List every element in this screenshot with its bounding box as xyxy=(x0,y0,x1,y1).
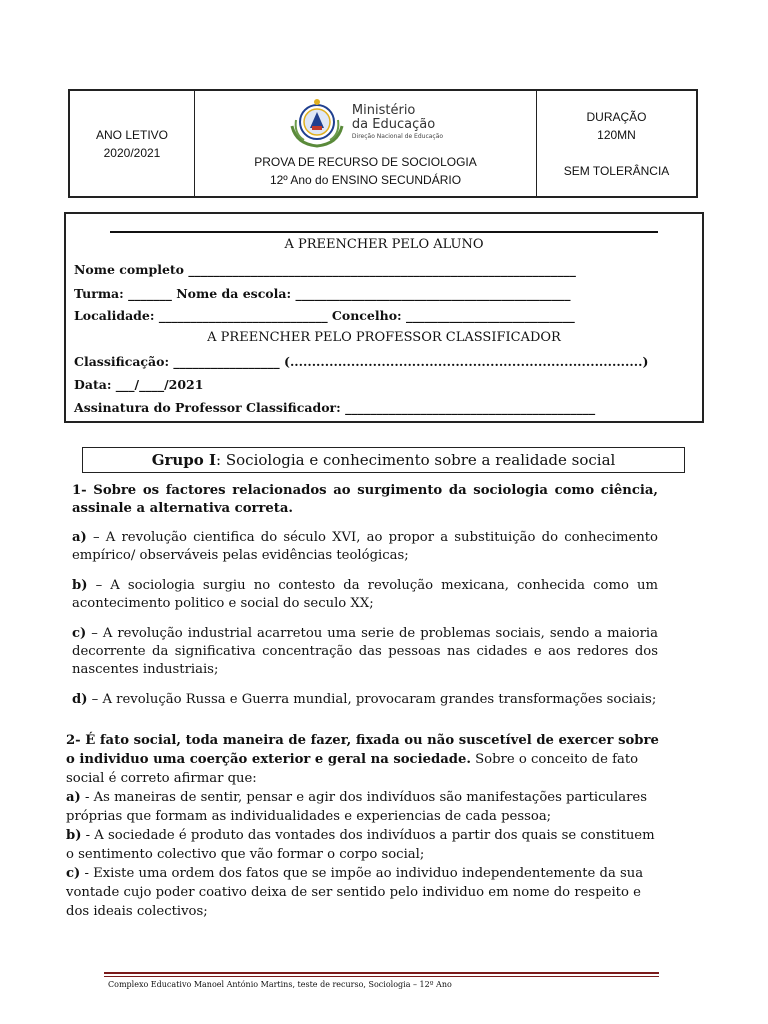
question-1-option-c[interactable] xyxy=(72,625,658,679)
ministry-line-2: da Educação xyxy=(351,116,436,132)
option-label: a) xyxy=(66,790,81,805)
page-footer: Complexo Educativo Manoel António Martins, teste de recurso, Sociologia – 12º Ano xyxy=(108,980,452,989)
grade-field[interactable]: Classificação: _________________ (.................................................................................) xyxy=(74,354,649,369)
option-text: – A sociologia surgiu no contesto da revolução mexicana, conhecida como um acontecimento politico e social do seculo XX; xyxy=(72,578,658,611)
question-2-option-b[interactable] xyxy=(66,826,660,864)
exam-level: 12º Ano do ENSINO SECUNDÁRIO xyxy=(269,173,462,187)
question-1-option-b[interactable] xyxy=(72,577,658,613)
ministry-logo xyxy=(288,95,443,149)
question-1 xyxy=(72,482,658,518)
student-section-heading: A PREENCHER PELO ALUNO xyxy=(284,237,484,252)
question-1-option-a[interactable] xyxy=(72,529,658,565)
date-field[interactable]: Data: ___/____/2021 xyxy=(74,377,204,392)
locality-field[interactable]: Localidade: ___________________________ Concelho: ___________________________ xyxy=(74,308,575,323)
option-label: d) xyxy=(72,692,88,707)
option-label: a) xyxy=(72,530,87,545)
group-title-rest: : Sociologia e conhecimento sobre a realidade social xyxy=(216,451,616,469)
option-text: – A revolução Russa e Guerra mundial, provocaram grandes transformações sociais; xyxy=(87,692,657,707)
footer-rule-thin xyxy=(104,976,659,977)
footer-rule xyxy=(104,972,659,974)
option-text: - As maneiras de sentir, pensar e agir dos indivíduos são manifestações particulares próprias que formam as individualidades e experiencias de cada pessoa; xyxy=(66,790,647,824)
duration-value: 120MN xyxy=(597,127,636,142)
exam-header-table xyxy=(68,89,698,198)
option-text: - A sociedade é produto das vontades dos indivíduos a partir dos quais se constituem o sentimento colectivo que vão formar o corpo social; xyxy=(66,828,655,862)
duration-label: DURAÇÃO xyxy=(586,109,647,124)
question-2-option-a[interactable] xyxy=(66,788,660,826)
school-year-cell xyxy=(70,91,195,196)
student-info-box xyxy=(64,212,704,423)
group-title xyxy=(82,447,685,473)
question-2-text: 2- É fato social, toda maneira de fazer, fixada ou não suscetível de exercer sobre o individuo uma coerção exterior e geral na sociedade. xyxy=(66,733,659,767)
option-text: - Existe uma ordem dos fatos que se impõe ao individuo independentemente da sua vontade cujo poder coativo deixa de ser sentido pelo individuo em nome do respeito e dos ideais colectivos; xyxy=(66,866,644,919)
teacher-section-heading: A PREENCHER PELO PROFESSOR CLASSIFICADOR xyxy=(207,330,561,345)
option-label: c) xyxy=(72,626,87,641)
ministry-line-1: Ministério xyxy=(351,102,416,118)
class-school-field[interactable]: Turma: _______ Nome da escola: ____________________________________________ xyxy=(74,286,571,301)
question-2-rest: Sobre o conceito de fato social é correto afirmar que: xyxy=(66,752,639,786)
question-1-text: 1- Sobre os factores relacionados ao surgimento da sociologia como ciência, assinale a alternativa correta. xyxy=(72,483,658,516)
school-year-label: ANO LETIVO xyxy=(95,127,169,142)
option-label: b) xyxy=(72,578,88,593)
question-2 xyxy=(66,731,660,788)
option-text: – A revolução industrial acarretou uma serie de problemas sociais, sendo a maioria decorrente da significativa concentração das pessoas nas cidades e aos redores dos nascentes industriais; xyxy=(72,626,658,677)
option-text: – A revolução cientifica do século XVI, ao propor a substituição do conhecimento empírico/ observáveis pelas evidências teológicas; xyxy=(72,530,658,563)
duration-cell xyxy=(537,91,696,196)
full-name-field[interactable]: Nome completo ______________________________________________________________ xyxy=(74,262,576,277)
exam-title: PROVA DE RECURSO DE SOCIOLOGIA xyxy=(254,155,477,169)
group-title-bold: Grupo I xyxy=(151,451,217,469)
coat-of-arms-icon xyxy=(288,96,346,148)
school-year-value: 2020/2021 xyxy=(103,145,161,160)
exam-title-cell xyxy=(195,91,537,196)
option-label: b) xyxy=(66,828,82,843)
divider xyxy=(110,231,658,233)
ministry-line-3: Direção Nacional de Educação xyxy=(351,132,444,140)
question-2-option-c[interactable] xyxy=(66,864,660,921)
tolerance-text: SEM TOLERÂNCIA xyxy=(563,163,670,178)
signature-field[interactable]: Assinatura do Professor Classificador: ________________________________________ xyxy=(74,400,596,415)
option-label: c) xyxy=(66,866,81,881)
ministry-name xyxy=(352,104,443,141)
question-1-option-d[interactable] xyxy=(72,691,658,709)
